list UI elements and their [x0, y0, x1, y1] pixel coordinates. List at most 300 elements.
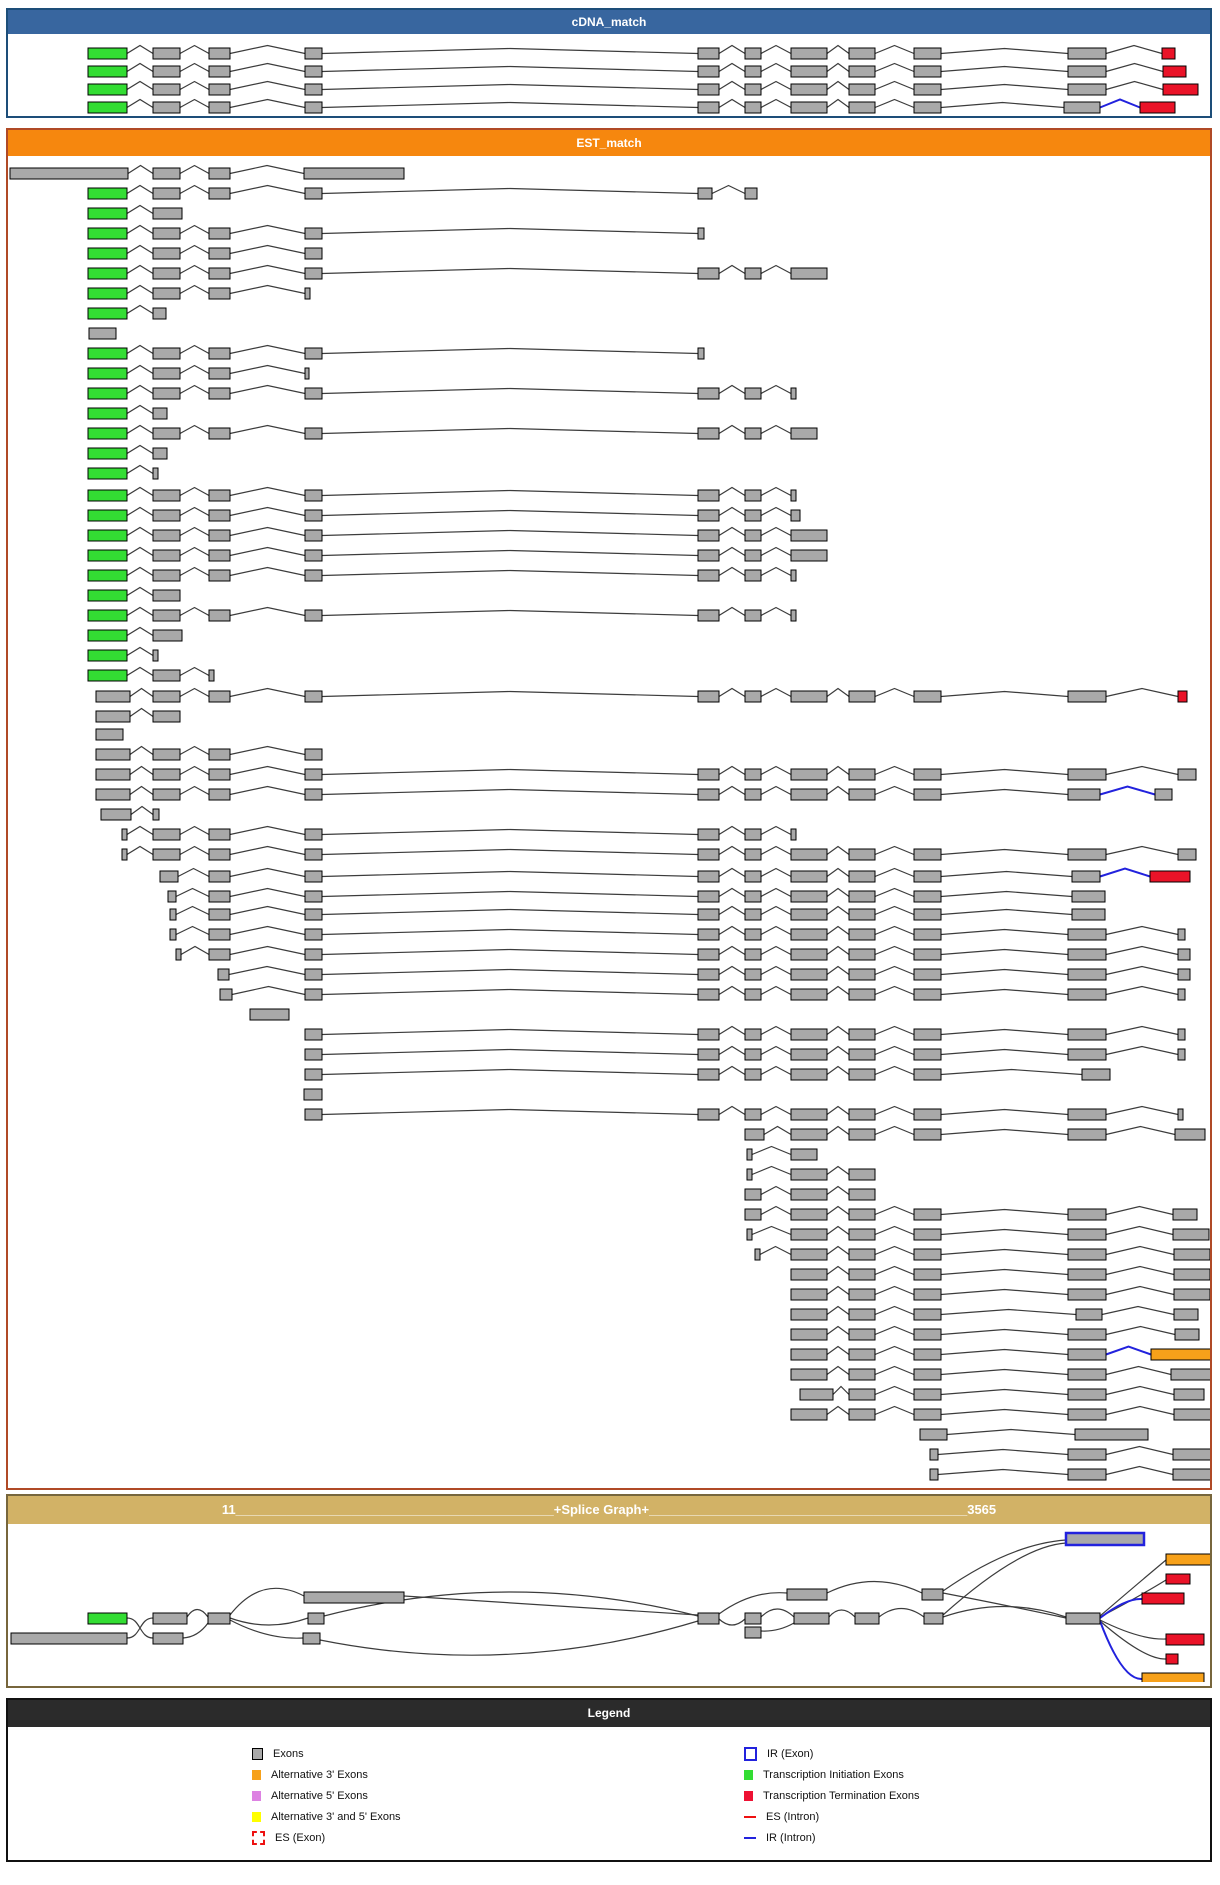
splice-edge: [943, 1593, 1066, 1618]
green-exon: [88, 308, 127, 319]
gray-exon: [1178, 849, 1196, 860]
intron: [875, 1407, 914, 1415]
gray-exon: [745, 268, 761, 279]
gray-exon: [930, 1469, 938, 1480]
gray-exon-node: [924, 1613, 943, 1624]
gray-exon: [1178, 1049, 1185, 1060]
gray-exon: [849, 989, 875, 1000]
gray-exon: [914, 1049, 941, 1060]
gray-exon: [101, 809, 131, 820]
intron: [127, 386, 153, 394]
gray-exon: [791, 849, 827, 860]
green-exon: [88, 208, 127, 219]
intron: [761, 889, 791, 897]
gray-exon: [209, 691, 230, 702]
gray-exon: [209, 789, 230, 800]
intron: [322, 103, 698, 108]
gray-exon: [1068, 929, 1106, 940]
gray-exon: [1068, 1389, 1106, 1400]
intron: [322, 770, 698, 775]
intron: [230, 568, 305, 576]
red-exon: [1163, 84, 1198, 95]
gray-exon: [849, 1369, 875, 1380]
intron: [1106, 767, 1178, 775]
legend-panel: [6, 1698, 1212, 1862]
intron: [127, 46, 153, 54]
gray-exon: [914, 871, 941, 882]
gray-exon: [791, 510, 800, 521]
legend-item-label: Alternative 5' Exons: [271, 1789, 368, 1802]
gray-exon: [791, 929, 827, 940]
gray-exon: [791, 1109, 827, 1120]
intron: [130, 689, 153, 697]
gray-exon-node: [745, 1627, 761, 1638]
intron: [827, 1327, 849, 1335]
gray-exon: [153, 368, 180, 379]
ir-intron: [1100, 787, 1155, 795]
gray-exon: [930, 1449, 938, 1460]
intron: [1106, 1267, 1174, 1275]
gray-exon: [305, 550, 322, 561]
gray-exon: [791, 490, 796, 501]
gray-exon: [1068, 1109, 1106, 1120]
legend-item: [252, 1806, 401, 1827]
gray-exon: [153, 650, 158, 661]
gray-exon: [698, 268, 719, 279]
gray-exon: [914, 929, 941, 940]
gray-exon: [849, 909, 875, 920]
gray-exon: [305, 1029, 322, 1040]
gray-exon: [791, 1329, 827, 1340]
legend-item-label: Alternative 3' Exons: [271, 1768, 368, 1781]
gray-exon: [747, 1169, 752, 1180]
intron: [941, 790, 1068, 795]
gray-exon: [1174, 1269, 1210, 1280]
intron: [719, 967, 745, 975]
intron: [719, 1027, 745, 1035]
intron: [827, 869, 849, 877]
gray-exon: [1068, 1229, 1106, 1240]
gray-exon: [1082, 1069, 1110, 1080]
intron: [719, 508, 745, 516]
legend-item-label: IR (Intron): [766, 1831, 816, 1844]
gray-exon: [791, 1069, 827, 1080]
intron: [180, 847, 209, 855]
intron: [875, 1207, 914, 1215]
gray-exon: [914, 1069, 941, 1080]
gray-exon: [849, 1249, 875, 1260]
gray-exon: [914, 1109, 941, 1120]
gray-exon: [1068, 789, 1100, 800]
intron: [1106, 967, 1178, 975]
intron: [322, 551, 698, 556]
gray-exon: [305, 1069, 322, 1080]
gray-exon: [745, 1129, 764, 1140]
gray-exon: [698, 789, 719, 800]
intron: [322, 531, 698, 536]
gray-exon: [305, 102, 322, 113]
gray-exon: [914, 1349, 941, 1360]
gray-exon: [1174, 1309, 1198, 1320]
intron: [752, 1147, 791, 1155]
gray-exon: [122, 849, 127, 860]
splice-edge: [719, 1619, 745, 1625]
gray-exon: [153, 468, 158, 479]
gray-exon: [1068, 1469, 1106, 1480]
gray-exon: [791, 570, 796, 581]
gray-exon: [755, 1249, 760, 1260]
intron: [719, 426, 745, 434]
intron: [941, 1310, 1076, 1315]
ir-exon-node: [1066, 1533, 1144, 1545]
gray-exon: [209, 570, 230, 581]
orange-exon: [1151, 1349, 1210, 1360]
intron: [827, 907, 849, 915]
gray-exon: [791, 1029, 827, 1040]
intron: [827, 787, 849, 795]
gray-exon: [791, 48, 827, 59]
legend-column-left: [252, 1743, 401, 1848]
gray-exon: [849, 1169, 875, 1180]
est-match-header: EST_match: [8, 130, 1210, 156]
gray-exon: [305, 490, 322, 501]
gray-exon: [1072, 871, 1100, 882]
gray-exon: [698, 891, 719, 902]
intron: [1106, 1467, 1173, 1475]
gray-exon: [791, 969, 827, 980]
gray-exon: [1173, 1469, 1210, 1480]
intron: [230, 767, 305, 775]
intron: [127, 346, 153, 354]
intron: [875, 907, 914, 915]
gray-exon: [745, 570, 761, 581]
gray-exon: [153, 84, 180, 95]
intron: [875, 927, 914, 935]
intron: [719, 927, 745, 935]
intron: [180, 747, 209, 755]
intron: [761, 967, 791, 975]
intron: [827, 847, 849, 855]
gray-exon: [745, 1109, 761, 1120]
gray-exon: [1178, 929, 1185, 940]
intron: [230, 889, 305, 897]
gray-exon: [698, 909, 719, 920]
intron: [127, 668, 153, 676]
gray-exon: [1068, 1269, 1106, 1280]
green-exon: [88, 348, 127, 359]
intron: [761, 46, 791, 54]
intron: [230, 386, 305, 394]
gray-exon: [209, 228, 230, 239]
intron: [941, 1370, 1068, 1375]
gray-exon: [218, 969, 229, 980]
intron: [130, 747, 153, 755]
intron: [941, 850, 1068, 855]
intron: [322, 1110, 698, 1115]
gray-exon: [791, 1209, 827, 1220]
gray-exon: [209, 248, 230, 259]
gray-exon: [914, 1309, 941, 1320]
intron: [719, 568, 745, 576]
intron: [127, 568, 153, 576]
intron: [827, 1127, 849, 1135]
gray-exon: [791, 66, 827, 77]
green-exon: [88, 388, 127, 399]
intron: [719, 608, 745, 616]
intron: [761, 847, 791, 855]
intron: [180, 286, 209, 294]
ir-exon-swatch: [744, 1747, 757, 1761]
splice-edge: [320, 1621, 698, 1655]
intron: [1106, 1367, 1171, 1375]
intron: [719, 847, 745, 855]
gray-exon: [698, 102, 719, 113]
gray-exon: [305, 769, 322, 780]
green-exon: [88, 102, 127, 113]
gray-exon: [745, 1189, 761, 1200]
gray-exon: [153, 348, 180, 359]
splice-edge: [230, 1588, 304, 1615]
intron: [941, 990, 1068, 995]
intron: [127, 847, 153, 855]
gray-exon: [745, 891, 761, 902]
intron: [941, 1130, 1068, 1135]
es-exon-swatch: [252, 1831, 265, 1845]
gray-exon: [914, 909, 941, 920]
gray-exon: [305, 749, 322, 760]
intron: [941, 1250, 1068, 1255]
gray-exon: [914, 1229, 941, 1240]
intron: [1106, 1107, 1178, 1115]
gray-exon: [153, 102, 180, 113]
intron: [322, 930, 698, 935]
intron: [230, 286, 305, 294]
intron: [761, 548, 791, 556]
gray-exon: [209, 268, 230, 279]
gray-exon: [153, 570, 180, 581]
intron: [230, 927, 305, 935]
gray-exon: [209, 829, 230, 840]
gray-exon: [209, 949, 230, 960]
gray-exon: [209, 891, 230, 902]
es-intron-swatch: [744, 1816, 756, 1818]
intron: [1106, 689, 1178, 697]
term-exon-swatch: [744, 1791, 753, 1801]
gray-exon: [209, 929, 230, 940]
gray-exon: [849, 769, 875, 780]
intron: [322, 229, 698, 234]
gray-exon: [914, 84, 941, 95]
gray-exon: [209, 48, 230, 59]
intron: [322, 85, 698, 90]
intron: [181, 947, 209, 955]
splice-edge: [127, 1618, 153, 1638]
legend-item: [252, 1764, 401, 1785]
intron: [827, 967, 849, 975]
intron: [127, 246, 153, 254]
intron: [827, 1167, 849, 1175]
cdna-match-panel: [6, 8, 1212, 118]
gray-exon: [153, 550, 180, 561]
gray-exon: [209, 168, 230, 179]
gray-exon: [745, 1029, 761, 1040]
intron: [827, 1307, 849, 1315]
gray-exon: [745, 550, 761, 561]
gray-exon-node: [153, 1613, 187, 1624]
intron: [761, 869, 791, 877]
intron: [875, 1247, 914, 1255]
intron: [875, 1287, 914, 1295]
intron: [127, 82, 153, 90]
intron: [827, 889, 849, 897]
intron: [322, 389, 698, 394]
intron: [719, 767, 745, 775]
gray-exon: [10, 168, 128, 179]
gray-exon: [698, 849, 719, 860]
legend-item: [744, 1806, 920, 1827]
intron: [230, 548, 305, 556]
gray-exon: [849, 891, 875, 902]
gray-exon: [1068, 1409, 1106, 1420]
gray-exon-node: [787, 1589, 827, 1600]
green-exon: [88, 590, 127, 601]
intron: [1102, 1307, 1174, 1315]
intron: [719, 100, 745, 108]
intron: [752, 1227, 791, 1235]
cdna-track: [8, 34, 1210, 116]
intron: [719, 386, 745, 394]
gray-exon: [698, 66, 719, 77]
gray-exon: [1174, 1249, 1210, 1260]
gray-exon: [791, 829, 796, 840]
gray-exon: [745, 769, 761, 780]
gray-exon: [1178, 1029, 1185, 1040]
legend-item: [744, 1827, 920, 1848]
gray-exon-node: [153, 1633, 183, 1644]
intron: [938, 1450, 1068, 1455]
gray-exon: [153, 749, 180, 760]
intron: [322, 892, 698, 897]
gray-exon: [791, 102, 827, 113]
intron: [230, 100, 305, 108]
gray-exon: [791, 1049, 827, 1060]
intron: [827, 1247, 849, 1255]
gray-exon: [153, 66, 180, 77]
splice-edge: [761, 1623, 794, 1631]
splice-edge: [1100, 1621, 1166, 1659]
gray-exon: [209, 102, 230, 113]
intron: [322, 850, 698, 855]
intron: [322, 990, 698, 995]
gray-exon: [745, 188, 757, 199]
intron: [761, 568, 791, 576]
gray-exon: [209, 388, 230, 399]
intron: [827, 100, 849, 108]
gray-exon: [849, 1049, 875, 1060]
ir-intron-swatch: [744, 1837, 756, 1839]
gray-exon: [305, 909, 322, 920]
intron: [827, 947, 849, 955]
gray-exon: [791, 84, 827, 95]
gray-exon: [698, 348, 704, 359]
gray-exon: [698, 769, 719, 780]
intron: [875, 889, 914, 897]
gray-exon: [791, 1229, 827, 1240]
gray-exon: [800, 1389, 833, 1400]
gray-exon: [305, 348, 322, 359]
intron: [761, 528, 791, 536]
intron: [130, 709, 153, 717]
intron: [230, 266, 305, 274]
intron: [127, 488, 153, 496]
intron: [180, 668, 209, 676]
intron: [719, 1047, 745, 1055]
legend-body: [8, 1727, 1210, 1856]
gray-exon: [849, 102, 875, 113]
splice-graph-header: 11____________________________________________+Splice Graph+____________________________________________3565: [8, 1496, 1210, 1524]
intron: [761, 1187, 791, 1195]
intron: [947, 1430, 1075, 1435]
intron: [230, 947, 305, 955]
intron: [230, 186, 305, 194]
gray-exon: [1174, 1389, 1204, 1400]
gray-exon: [914, 66, 941, 77]
gray-exon: [849, 1289, 875, 1300]
intron: [1106, 1247, 1174, 1255]
legend-item: [744, 1743, 920, 1764]
gray-exon: [96, 769, 130, 780]
legend-item-label: ES (Intron): [766, 1810, 820, 1823]
gray-exon: [1068, 1329, 1106, 1340]
intron: [180, 226, 209, 234]
gray-exon: [209, 288, 230, 299]
red-exon-node: [1142, 1593, 1184, 1604]
gray-exon: [791, 769, 827, 780]
gray-exon: [698, 871, 719, 882]
gray-exon: [914, 849, 941, 860]
gray-exon: [914, 891, 941, 902]
gray-exon: [745, 829, 761, 840]
gray-exon: [849, 1409, 875, 1420]
alt35-exon-swatch: [252, 1812, 261, 1822]
gray-exon: [791, 268, 827, 279]
intron: [941, 1230, 1068, 1235]
gray-exon: [1068, 949, 1106, 960]
intron: [180, 386, 209, 394]
gray-exon-node: [304, 1592, 404, 1603]
legend-item: [252, 1827, 401, 1848]
intron: [827, 689, 849, 697]
gray-exon: [153, 691, 180, 702]
gray-exon: [1068, 1369, 1106, 1380]
intron: [827, 82, 849, 90]
gray-exon: [745, 510, 761, 521]
intron: [127, 100, 153, 108]
splice-edge: [827, 1582, 922, 1594]
gray-exon: [1072, 891, 1105, 902]
gray-exon: [153, 428, 180, 439]
gray-exon: [305, 610, 322, 621]
intron: [941, 1050, 1068, 1055]
intron: [176, 927, 209, 935]
gray-exon-node: [698, 1613, 719, 1624]
gray-exon: [914, 102, 941, 113]
gray-exon: [791, 1369, 827, 1380]
gray-exon: [698, 188, 712, 199]
gray-exon: [914, 769, 941, 780]
gray-exon: [209, 188, 230, 199]
gray-exon: [698, 1109, 719, 1120]
